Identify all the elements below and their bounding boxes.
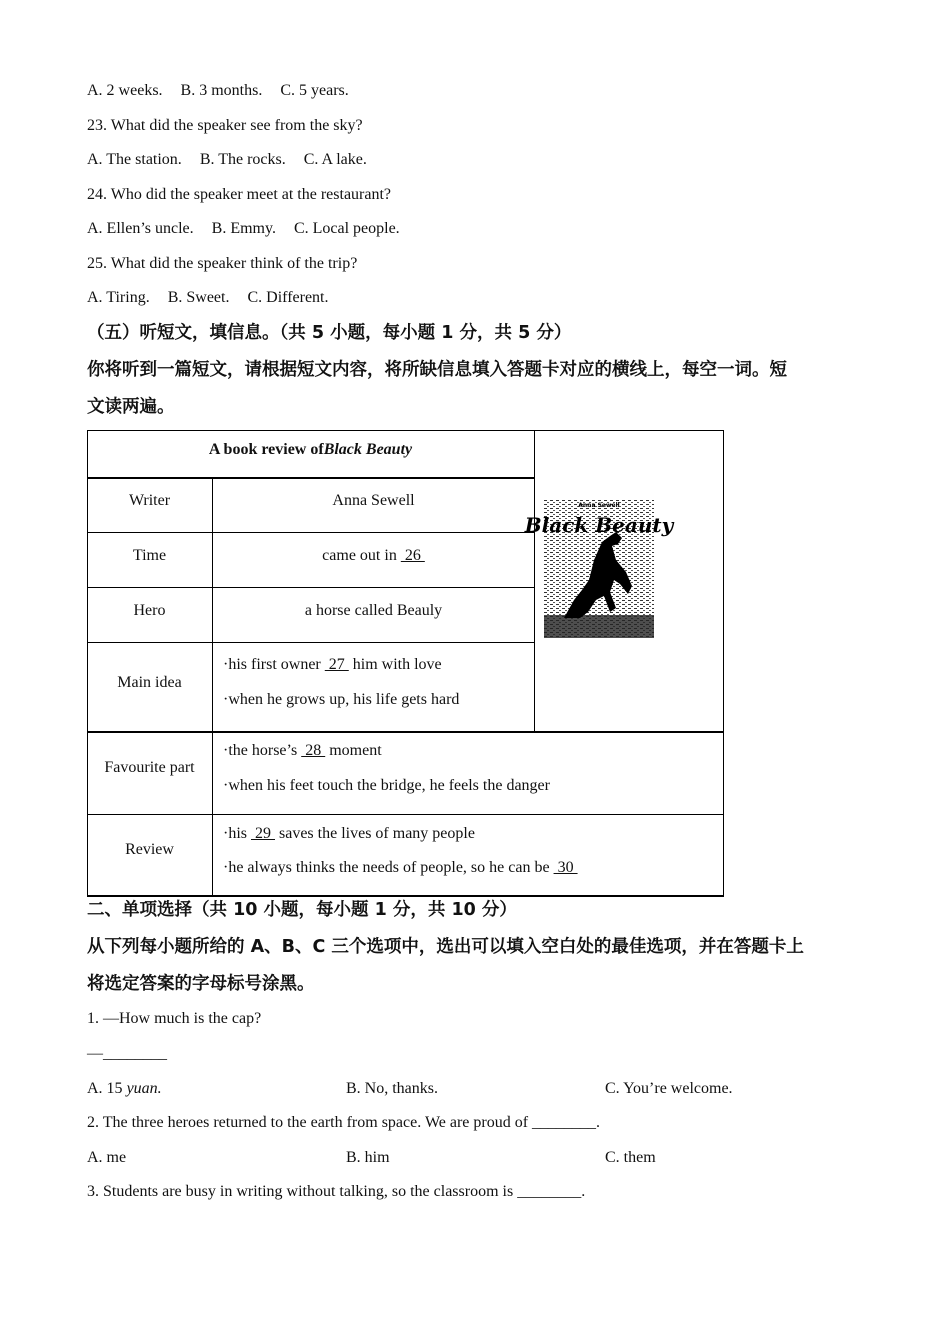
q22-option-a: A. 2 weeks. (87, 82, 163, 99)
book-review-table (87, 430, 724, 897)
main-idea-line-1-suffix: him with love (348, 656, 442, 673)
row-hero-label: Hero (133, 602, 166, 619)
q1-option-a (87, 1079, 162, 1099)
blank-26: 26 (400, 547, 425, 564)
q1-option-a-italic: yuan. (126, 1080, 162, 1097)
q24-option-a: A. Ellen’s uncle. (87, 220, 194, 237)
review-line-1-suffix: saves the lives of many people (275, 825, 475, 842)
q25-option-b: B. Sweet. (167, 289, 230, 306)
q24-options (87, 219, 400, 239)
q23-options (87, 150, 367, 170)
q2-option-c: C. them (605, 1149, 656, 1166)
review-line-1 (223, 824, 475, 844)
q23-option-a: A. The station. (87, 151, 182, 168)
q23-question: 23. What did the speaker see from the sky? (87, 117, 363, 134)
favourite-line-1-prefix: ·the horse’s (223, 742, 302, 759)
q22-option-c: C. 5 years. (280, 82, 349, 99)
row-favourite-label: Favourite part (104, 759, 195, 776)
review-line-1-prefix: ·his (223, 825, 251, 842)
part2-instruction-1: 从下列每小题所给的 A、B、C 三个选项中，选出可以填入空白处的最佳选项，并在答题卡上 (87, 937, 804, 957)
part2-heading: 二、单项选择（共 10 小题，每小题 1 分，共 10 分） (87, 900, 517, 920)
q22-option-b: B. 3 months. (180, 82, 263, 99)
section5-instruction-2: 文读两遍。 (87, 397, 175, 417)
part2-instruction-2: 将选定答案的字母标号涂黑。 (87, 974, 315, 994)
table-title-book: Black Beauty (323, 441, 413, 458)
table-title-prefix: A book review of (208, 441, 324, 458)
q25-question: 25. What did the speaker think of the trip? (87, 255, 358, 272)
q23-option-c: C. A lake. (303, 151, 367, 168)
blank-27: 27 (324, 656, 349, 673)
favourite-line-1-suffix: moment (325, 742, 382, 759)
q22-options (87, 81, 349, 101)
blank-29: 29 (251, 825, 275, 842)
q23-option-b: B. The rocks. (199, 151, 286, 168)
q3-question: 3. Students are busy in writing without talking, so the classroom is ________. (87, 1183, 586, 1200)
row-time-prefix: came out in (322, 547, 401, 564)
row-writer-label: Writer (128, 492, 171, 509)
row-writer-value: Anna Sewell (332, 492, 415, 509)
q24-question: 24. Who did the speaker meet at the restaurant? (87, 186, 392, 203)
book-cover-author: Anna Sewell (578, 502, 620, 509)
q1-option-b: B. No, thanks. (346, 1080, 438, 1097)
q1-answer-line: —________ (87, 1045, 167, 1062)
q1-option-a-prefix: A. 15 (87, 1080, 127, 1097)
book-cover-image (524, 500, 674, 638)
blank-28: 28 (301, 742, 326, 759)
main-idea-line-1-prefix: ·his first owner (223, 656, 325, 673)
q2-question: 2. The three heroes returned to the earth from space. We are proud of ________. (87, 1114, 601, 1131)
table-title (87, 430, 534, 470)
q1-question: 1. —How much is the cap? (87, 1010, 262, 1027)
q24-option-b: B. Emmy. (211, 220, 276, 237)
q24-option-c: C. Local people. (293, 220, 400, 237)
review-line-2 (223, 858, 578, 878)
row-time-value (213, 533, 534, 579)
favourite-line-2: ·when his feet touch the bridge, he feels the danger (223, 777, 550, 794)
favourite-line-1 (223, 741, 382, 761)
q2-option-a: A. me (87, 1149, 127, 1166)
q1-option-c: C. You’re welcome. (605, 1080, 733, 1097)
q25-option-a: A. Tiring. (87, 289, 150, 306)
blank-30: 30 (553, 859, 578, 876)
q25-option-c: C. Different. (247, 289, 329, 306)
main-idea-line-1 (223, 655, 442, 675)
review-line-2-prefix: ·he always thinks the needs of people, so he can be (223, 859, 554, 876)
row-main-idea-label: Main idea (117, 674, 182, 691)
section5-instruction-1: 你将听到一篇短文，请根据短文内容，将所缺信息填入答题卡对应的横线上，每空一词。短 (87, 360, 787, 380)
row-review-label: Review (125, 841, 174, 858)
q25-options (87, 288, 329, 308)
row-time-label: Time (132, 547, 167, 564)
q2-option-b: B. him (346, 1149, 390, 1166)
section5-heading: （五）听短文，填信息。（共 5 小题，每小题 1 分，共 5 分） (87, 323, 572, 343)
main-idea-line-2: ·when he grows up, his life gets hard (223, 691, 460, 708)
book-cover-title: Black Beauty (524, 513, 674, 537)
row-hero-value: a horse called Beauly (304, 602, 443, 619)
